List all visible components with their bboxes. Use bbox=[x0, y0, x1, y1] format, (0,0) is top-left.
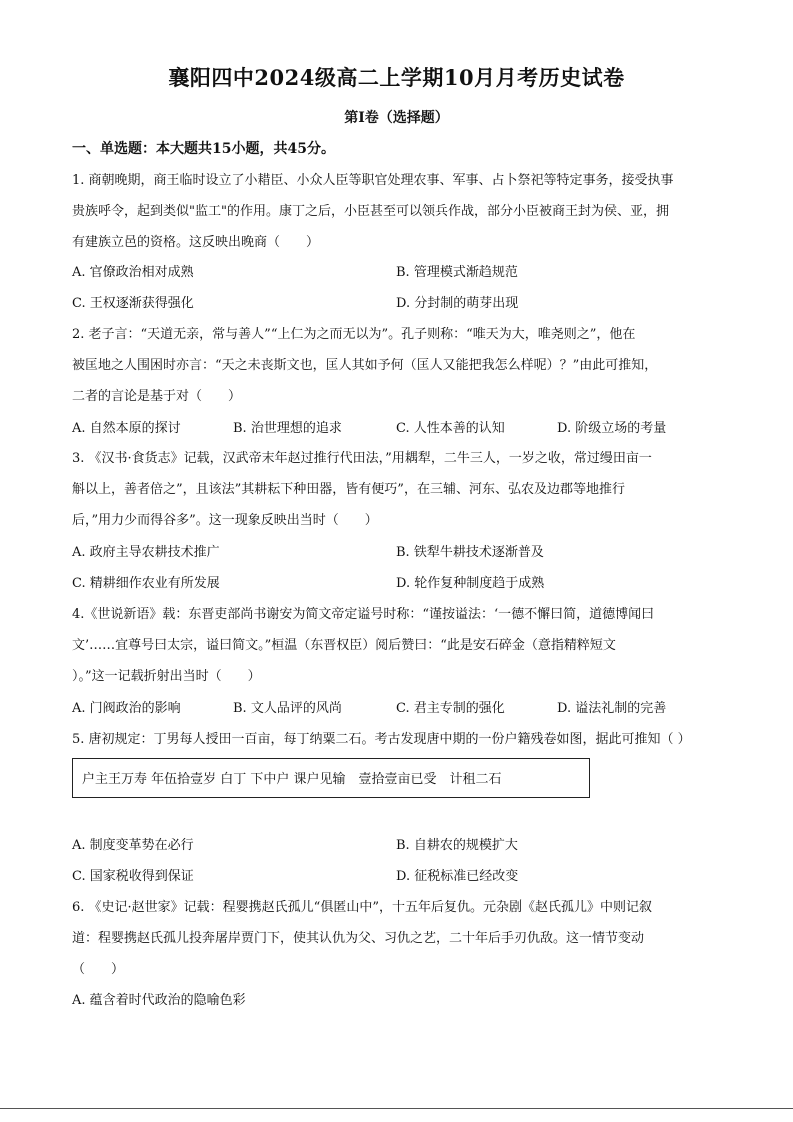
question-2-line-3: 二者的言论是基于对（ ） bbox=[72, 389, 242, 404]
question-5-line-1: 5. 唐初规定：丁男每人授田一百亩，每丁纳粟二石。考古发现唐中期的一份户籍残卷如图，据此可推知（ ） bbox=[72, 732, 691, 747]
question-1-line-3: 有建族立邑的资格。这反映出晚商（ ） bbox=[72, 235, 320, 250]
question-2-line-1: 2. 老子言：“天道无亲，常与善人”“上仁为之而无以为”。孔子则称：“唯天为大，唯尧则之”，他在 bbox=[72, 327, 636, 342]
household-record-text: 户主王万寿 年伍拾壹岁 白丁 下中户 课户见输 壹拾壹亩已受 计租二石 bbox=[82, 772, 502, 787]
question-6-line-3: （ ） bbox=[72, 962, 125, 977]
question-6-line-2: 道：程婴携赵氏孤儿投奔屠岸贾门下，使其认仇为父、习仇之艺，二十年后手刃仇敌。这一情节变动 bbox=[72, 931, 645, 946]
question-1-option-b: B. 管理模式渐趋规范 bbox=[396, 265, 518, 280]
question-6-line-1: 6. 《史记·赵世家》记载：程婴携赵氏孤儿“俱匿山中”，十五年后复仇。元杂剧《赵氏孤儿》中则记叙 bbox=[72, 900, 652, 915]
page-bottom-rule bbox=[0, 1108, 793, 1109]
question-1-option-c: C. 王权逐渐获得强化 bbox=[72, 296, 194, 311]
question-3-line-1: 3. 《汉书·食货志》记载，汉武帝末年赵过推行代田法，”用耦犁，二牛三人，一岁之收，常过缦田亩一 bbox=[72, 451, 652, 466]
volume-title: 第Ⅰ卷（选择题） bbox=[344, 110, 449, 126]
question-2-option-a: A. 自然本原的探讨 bbox=[72, 421, 181, 436]
question-2-option-c: C. 人性本善的认知 bbox=[396, 421, 505, 436]
question-4-line-2: 文’……宜尊号曰太宗，谥曰简文。”桓温（东晋权臣）阅后赞曰：“此是安石碎金（意指精粹短文 bbox=[72, 638, 616, 653]
question-3-option-b: B. 铁犁牛耕技术逐渐普及 bbox=[396, 545, 544, 560]
question-3-option-c: C. 精耕细作农业有所发展 bbox=[72, 576, 220, 591]
question-3-line-3: 后，”用力少而得谷多”。这一现象反映出当时（ ） bbox=[72, 513, 378, 528]
question-4-option-d: D. 谥法礼制的完善 bbox=[557, 701, 667, 716]
question-1-option-a: A. 官僚政治相对成熟 bbox=[72, 265, 194, 280]
question-5-option-d: D. 征税标准已经改变 bbox=[396, 869, 519, 884]
question-1-line-1: 1. 商朝晚期，商王临时设立了小耤臣、小众人臣等职官处理农事、军事、占卜祭祀等特定事务，接受执事 bbox=[72, 173, 674, 188]
question-4-option-b: B. 文人品评的风尚 bbox=[233, 701, 342, 716]
question-4-line-3: ）。”这一记载折射出当时（ ） bbox=[72, 669, 261, 684]
question-4-option-c: C. 君主专制的强化 bbox=[396, 701, 505, 716]
question-5-option-c: C. 国家税收得到保证 bbox=[72, 869, 194, 884]
section-heading: 一、单选题：本大题共15小题，共45分。 bbox=[72, 141, 335, 157]
question-2-option-b: B. 治世理想的追求 bbox=[233, 421, 342, 436]
household-record-box bbox=[72, 758, 590, 798]
question-5-option-b: B. 自耕农的规模扩大 bbox=[396, 838, 518, 853]
page-title: 襄阳四中2024级高二上学期10月月考历史试卷 bbox=[168, 65, 625, 90]
question-2-line-2: 被匡地之人围困时亦言：“天之未丧斯文也，匡人其如予何（匡人又能把我怎么样呢）？”由此可推知， bbox=[72, 358, 658, 373]
question-6-option-a: A. 蕴含着时代政治的隐喻色彩 bbox=[72, 993, 246, 1008]
question-3-line-2: 斛以上，善者倍之”，且该法”其耕耘下种田器，皆有便巧”，在三辅、河东、弘农及边郡等地推行 bbox=[72, 482, 625, 497]
question-1-option-d: D. 分封制的萌芽出现 bbox=[396, 296, 519, 311]
question-3-option-a: A. 政府主导农耕技术推广 bbox=[72, 545, 220, 560]
question-1-line-2: 贵族呼令，起到类似"监工"的作用。康丁之后，小臣甚至可以领兵作战，部分小臣被商王封为侯、亚，拥 bbox=[72, 204, 669, 219]
question-4-option-a: A. 门阀政治的影响 bbox=[72, 701, 181, 716]
question-4-line-1: 4.《世说新语》载：东晋吏部尚书谢安为简文帝定谥号时称：“谨按谥法：‘一德不懈曰简，道德博闻曰 bbox=[72, 607, 655, 622]
question-2-option-d: D. 阶级立场的考量 bbox=[557, 421, 667, 436]
question-5-option-a: A. 制度变革势在必行 bbox=[72, 838, 194, 853]
question-3-option-d: D. 轮作复种制度趋于成熟 bbox=[396, 576, 545, 591]
